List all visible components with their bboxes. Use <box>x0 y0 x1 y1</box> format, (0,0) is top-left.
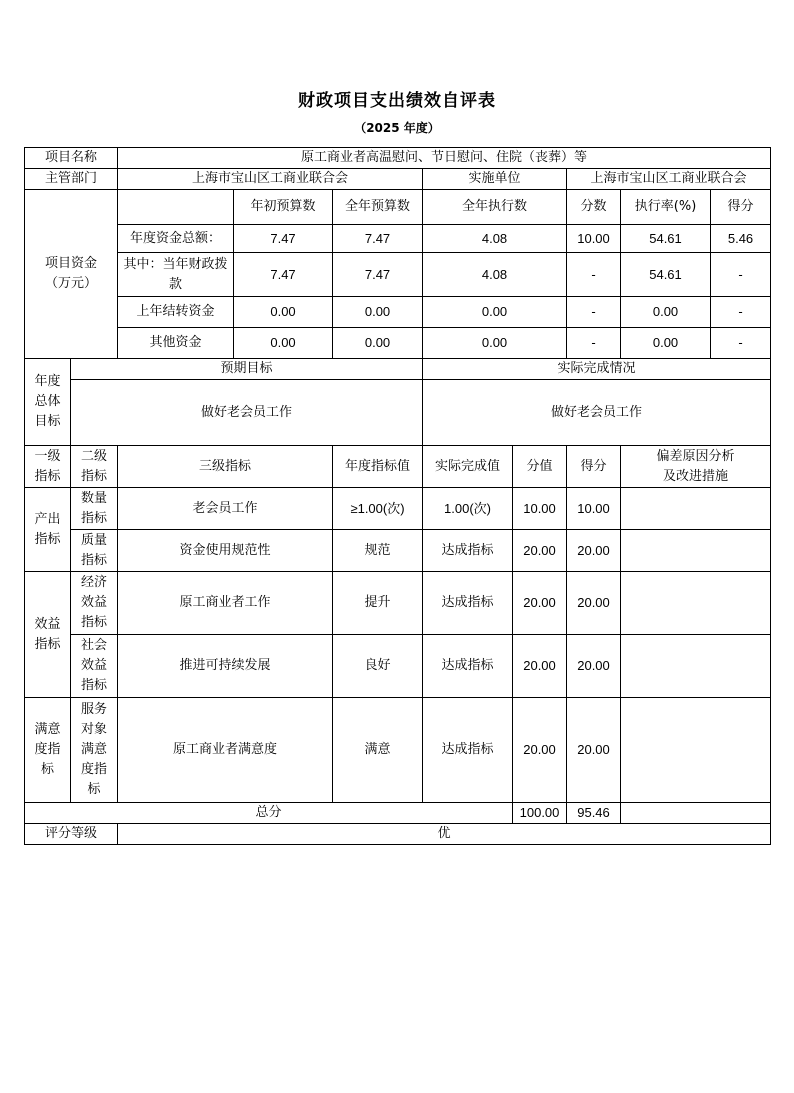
indicator-header-row <box>25 446 771 488</box>
col-executed: 全年执行数 <box>423 190 567 225</box>
indicator-level3: 原工商业者满意度 <box>118 698 333 803</box>
funds-weight: - <box>567 253 621 297</box>
indicator-row <box>25 698 771 803</box>
col-exec-rate: 执行率(%) <box>621 190 711 225</box>
indicator-level3: 推进可持续发展 <box>118 635 333 698</box>
indicator-level3: 资金使用规范性 <box>118 530 333 572</box>
project-name-row <box>25 148 771 169</box>
indicator-target: 良好 <box>333 635 423 698</box>
impl-value: 上海市宝山区工商业联合会 <box>567 169 771 190</box>
funds-rate: 0.00 <box>621 328 711 359</box>
indicator-row <box>25 488 771 530</box>
actual-goal: 做好老会员工作 <box>423 380 771 446</box>
grade-row <box>25 824 771 845</box>
indicator-analysis <box>621 488 771 530</box>
funds-score: - <box>711 253 771 297</box>
funds-annual: 7.47 <box>333 253 423 297</box>
indicator-row <box>25 530 771 572</box>
indicator-level2: 社会 效益 指标 <box>71 635 118 698</box>
funds-rate: 0.00 <box>621 297 711 328</box>
funds-annual: 0.00 <box>333 297 423 328</box>
col-actual: 实际完成值 <box>423 446 513 488</box>
col-level1: 一级 指标 <box>25 446 71 488</box>
funds-row <box>25 328 771 359</box>
funds-row-label: 年度资金总额： <box>118 225 234 253</box>
impl-label: 实施单位 <box>423 169 567 190</box>
grade-label: 评分等级 <box>25 824 118 845</box>
indicator-target: 满意 <box>333 698 423 803</box>
indicator-weight: 10.00 <box>513 488 567 530</box>
funds-row <box>25 225 771 253</box>
indicator-level1: 产出 指标 <box>25 488 71 572</box>
total-weight: 100.00 <box>513 803 567 824</box>
indicator-analysis <box>621 572 771 635</box>
col-score-weight: 分数 <box>567 190 621 225</box>
report-year: （2025 年度） <box>354 121 440 135</box>
indicator-target: 规范 <box>333 530 423 572</box>
evaluation-table <box>24 147 771 845</box>
page-title: 财政项目支出绩效自评表 <box>298 91 496 111</box>
funds-row <box>25 297 771 328</box>
col-score: 得分 <box>567 446 621 488</box>
funds-score: - <box>711 328 771 359</box>
dept-value: 上海市宝山区工商业联合会 <box>118 169 423 190</box>
funds-initial: 7.47 <box>234 253 333 297</box>
total-label: 总分 <box>25 803 513 824</box>
col-target: 年度指标值 <box>333 446 423 488</box>
indicator-analysis <box>621 698 771 803</box>
indicator-weight: 20.00 <box>513 530 567 572</box>
goals-header-row <box>25 359 771 380</box>
col-initial-budget: 年初预算数 <box>234 190 333 225</box>
indicator-actual: 达成指标 <box>423 530 513 572</box>
col-level3: 三级指标 <box>118 446 333 488</box>
col-weight: 分值 <box>513 446 567 488</box>
department-row <box>25 169 771 190</box>
grade-value: 优 <box>118 824 771 845</box>
funds-executed: 4.08 <box>423 225 567 253</box>
funds-initial: 0.00 <box>234 297 333 328</box>
funds-annual: 7.47 <box>333 225 423 253</box>
funds-header-row <box>25 190 771 225</box>
indicator-score: 20.00 <box>567 530 621 572</box>
funds-header-blank <box>118 190 234 225</box>
indicator-level1: 满意 度指 标 <box>25 698 71 803</box>
indicator-row <box>25 572 771 635</box>
indicator-weight: 20.00 <box>513 572 567 635</box>
col-analysis: 偏差原因分析 及改进措施 <box>621 446 771 488</box>
funds-rate: 54.61 <box>621 225 711 253</box>
funds-row-label: 上年结转资金 <box>118 297 234 328</box>
funds-row-label: 其中：当年财政拨款 <box>118 253 234 297</box>
indicator-actual: 1.00(次) <box>423 488 513 530</box>
funds-initial: 7.47 <box>234 225 333 253</box>
funds-executed: 4.08 <box>423 253 567 297</box>
funds-row-label: 其他资金 <box>118 328 234 359</box>
col-annual-budget: 全年预算数 <box>333 190 423 225</box>
project-name: 原工商业者高温慰问、节日慰问、住院（丧葬）等 <box>118 148 771 169</box>
indicator-weight: 20.00 <box>513 698 567 803</box>
actual-goal-label: 实际完成情况 <box>423 359 771 380</box>
funds-weight: - <box>567 297 621 328</box>
funds-label: 项目资金 （万元） <box>25 190 118 359</box>
expected-goal-label: 预期目标 <box>71 359 423 380</box>
total-blank <box>621 803 771 824</box>
indicator-actual: 达成指标 <box>423 698 513 803</box>
indicator-level2: 服务 对象 满意 度指 标 <box>71 698 118 803</box>
indicator-target: 提升 <box>333 572 423 635</box>
funds-score: 5.46 <box>711 225 771 253</box>
indicator-level1: 效益 指标 <box>25 572 71 698</box>
col-level2: 二级 指标 <box>71 446 118 488</box>
indicator-score: 20.00 <box>567 635 621 698</box>
indicator-level2: 质量 指标 <box>71 530 118 572</box>
total-score: 95.46 <box>567 803 621 824</box>
indicator-score: 20.00 <box>567 572 621 635</box>
indicator-level3: 原工商业者工作 <box>118 572 333 635</box>
funds-rate: 54.61 <box>621 253 711 297</box>
goals-label: 年度 总体 目标 <box>25 359 71 446</box>
indicator-score: 10.00 <box>567 488 621 530</box>
funds-executed: 0.00 <box>423 297 567 328</box>
funds-weight: - <box>567 328 621 359</box>
indicator-row <box>25 635 771 698</box>
funds-row <box>25 253 771 297</box>
dept-label: 主管部门 <box>25 169 118 190</box>
indicator-level3: 老会员工作 <box>118 488 333 530</box>
total-row <box>25 803 771 824</box>
project-name-label: 项目名称 <box>25 148 118 169</box>
indicator-analysis <box>621 530 771 572</box>
indicator-actual: 达成指标 <box>423 635 513 698</box>
col-score: 得分 <box>711 190 771 225</box>
indicator-weight: 20.00 <box>513 635 567 698</box>
funds-weight: 10.00 <box>567 225 621 253</box>
indicator-target: ≥1.00(次) <box>333 488 423 530</box>
indicator-level2: 数量 指标 <box>71 488 118 530</box>
funds-score: - <box>711 297 771 328</box>
expected-goal: 做好老会员工作 <box>71 380 423 446</box>
indicator-level2: 经济 效益 指标 <box>71 572 118 635</box>
funds-initial: 0.00 <box>234 328 333 359</box>
indicator-analysis <box>621 635 771 698</box>
goals-row <box>25 380 771 446</box>
funds-annual: 0.00 <box>333 328 423 359</box>
funds-executed: 0.00 <box>423 328 567 359</box>
indicator-score: 20.00 <box>567 698 621 803</box>
indicator-actual: 达成指标 <box>423 572 513 635</box>
